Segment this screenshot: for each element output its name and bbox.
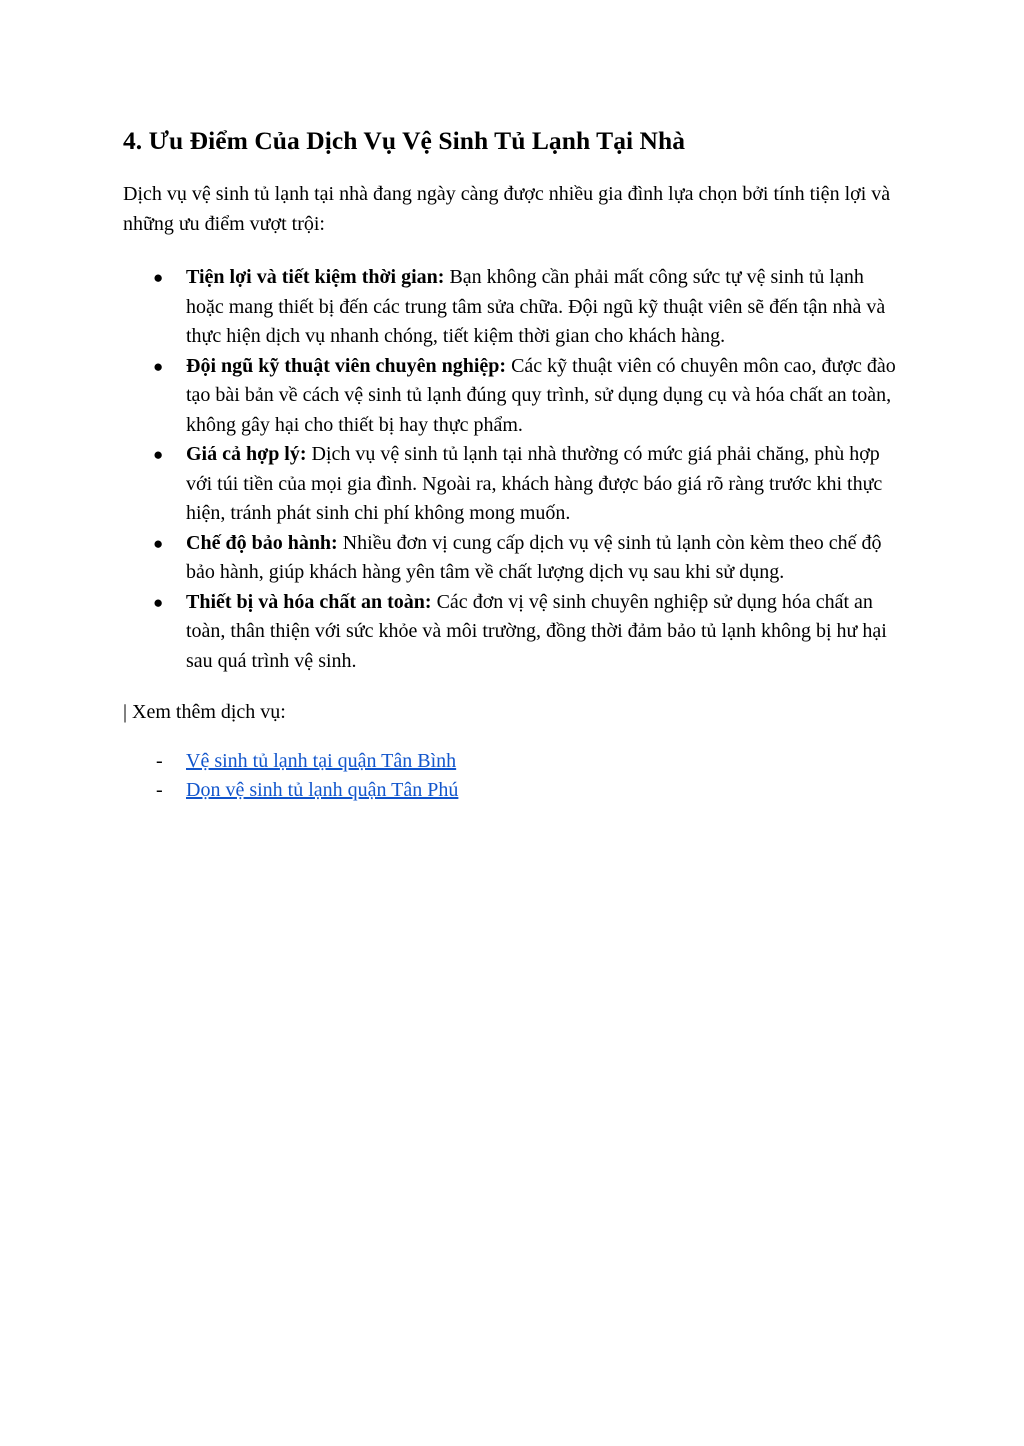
section-heading: 4. Ưu Điểm Của Dịch Vụ Vệ Sinh Tủ Lạnh Tại Nhà: [123, 126, 686, 155]
link-tan-phu[interactable]: Dọn vệ sinh tủ lạnh quận Tân Phú: [186, 779, 459, 801]
dash-marker: -: [156, 749, 163, 772]
list-item-text: Các đơn vị vệ sinh chuyên nghiệp sử dụng hóa chất an toàn, thân thiện với sức khỏe và môi trường, đồng thời đảm bảo tủ lạnh không bị hư hại sau quá trình vệ sinh.: [186, 590, 887, 672]
list-item-title: Tiện lợi và tiết kiệm thời gian:: [186, 266, 445, 288]
list-item-text: Nhiều đơn vị cung cấp dịch vụ vệ sinh tủ lạnh còn kèm theo chế độ bảo hành, giúp khách hàng yên tâm về chất lượng dịch vụ sau khi sử dụng.: [186, 531, 882, 583]
list-item: [123, 529, 898, 588]
bullet-icon: ●: [153, 356, 164, 376]
link-tan-binh[interactable]: Vệ sinh tủ lạnh tại quận Tân Bình: [186, 749, 457, 772]
related-links-list: [123, 747, 913, 806]
advantages-list: [123, 263, 913, 676]
bullet-icon: ●: [153, 268, 164, 287]
see-more-label: | Xem thêm dịch vụ:: [123, 701, 286, 723]
list-item-title: Giá cả hợp lý:: [186, 443, 307, 465]
bullet-icon: ●: [153, 445, 164, 464]
list-item-text: Dịch vụ vệ sinh tủ lạnh tại nhà thường có mức giá phải chăng, phù hợp với túi tiền của mọi gia đình. Ngoài ra, khách hàng được báo giá rõ ràng trước khi thực hiện, tránh phát sinh chi phí không mong muốn.: [186, 443, 883, 524]
related-link-item: [123, 776, 913, 806]
list-item-title: Thiết bị và hóa chất an toàn:: [186, 590, 432, 613]
list-item-text: Bạn không cần phải mất công sức tự vệ sinh tủ lạnh hoặc mang thiết bị đến các trung tâm sửa chữa. Đội ngũ kỹ thuật viên sẽ đến tận nhà và thực hiện dịch vụ nhanh chóng, tiết kiệm thời gian cho khách hàng.: [186, 266, 886, 347]
document-page: [123, 122, 913, 806]
bullet-icon: ●: [153, 533, 164, 553]
list-item: [123, 263, 898, 352]
list-item-title: Chế độ bảo hành:: [186, 531, 338, 554]
list-item-text: Các kỹ thuật viên có chuyên môn cao, được đào tạo bài bản về cách vệ sinh tủ lạnh đúng quy trình, sử dụng dụng cụ và hóa chất an toàn, không gây hại cho thiết bị hay thực phẩm.: [186, 354, 896, 436]
dash-marker: -: [156, 779, 163, 801]
list-item: [123, 352, 898, 441]
related-link-item: [123, 747, 913, 777]
list-item: [123, 588, 898, 677]
list-item-title: Đội ngũ kỹ thuật viên chuyên nghiệp:: [186, 354, 507, 377]
intro-paragraph: Dịch vụ vệ sinh tủ lạnh tại nhà đang ngày càng được nhiều gia đình lựa chọn bởi tính tiện lợi và những ưu điểm vượt trội:: [123, 183, 891, 235]
bullet-icon: ●: [153, 592, 164, 612]
list-item: [123, 440, 898, 529]
